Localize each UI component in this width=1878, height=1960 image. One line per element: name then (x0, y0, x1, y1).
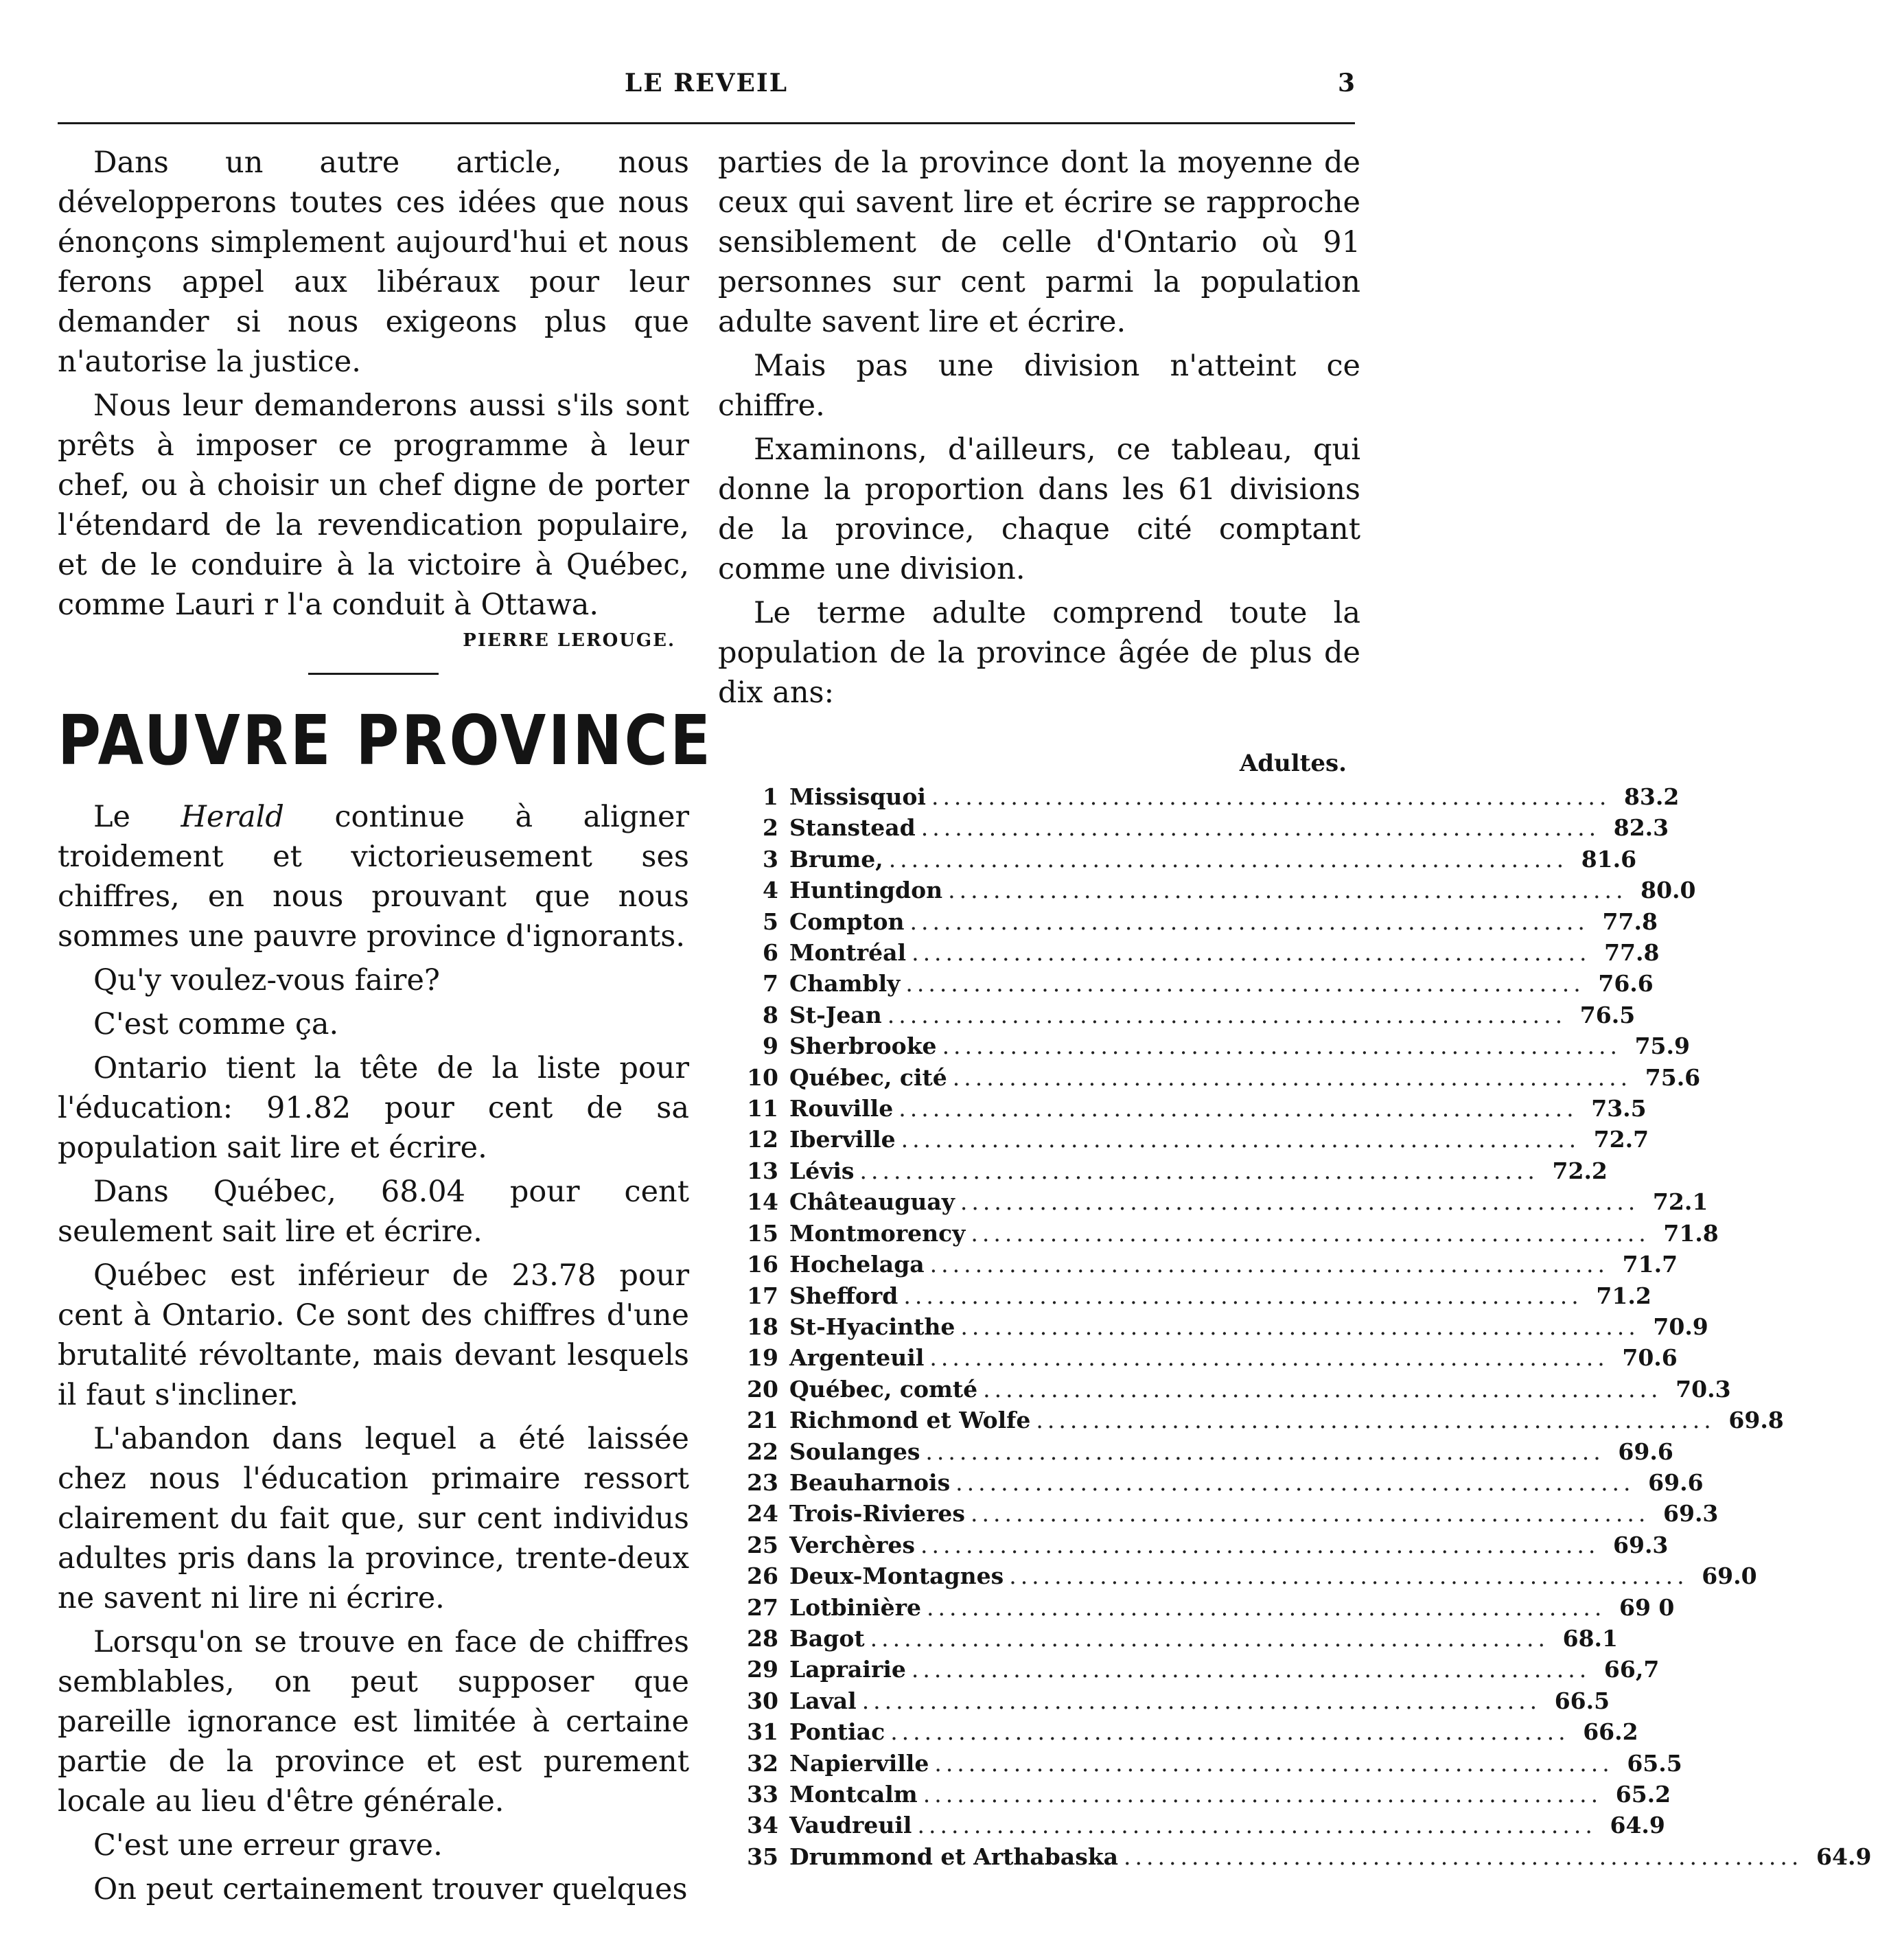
intro-paragraph: Dans un autre article, nous développerons toutes ces idées que nous énonçons simplement aujourd'hui et nous ferons appel aux libéraux pour leur demander si nous exigeons plus que n'autorise la justice. (58, 146, 689, 379)
row-number: 1 (763, 783, 778, 810)
dot-leader: ............................................................ (934, 1749, 1614, 1777)
table-row (718, 1311, 1708, 1342)
division-name: Deux-Montagnes (789, 1563, 1004, 1590)
table-row (718, 1748, 1682, 1779)
adult-percentage: 65.2 (1615, 1781, 1671, 1808)
row-number: 2 (763, 814, 778, 842)
row-number: 25 (747, 1531, 778, 1558)
division-name: Verchères (789, 1531, 915, 1558)
dot-leader: ............................................................ (909, 908, 1589, 935)
division-name: Québec, comté (789, 1375, 978, 1403)
adult-percentage: 82.3 (1613, 814, 1669, 842)
row-number: 5 (763, 908, 778, 935)
division-name: Chambly (789, 970, 901, 998)
adult-percentage: 66.5 (1554, 1687, 1610, 1714)
adult-percentage: 69.3 (1663, 1500, 1719, 1527)
row-number: 14 (747, 1188, 778, 1216)
dot-leader: ............................................................ (887, 1001, 1567, 1028)
division-name: Napierville (789, 1749, 929, 1777)
division-name: Montmorency (789, 1219, 966, 1247)
division-name: Stanstead (789, 814, 916, 842)
division-name: Iberville (789, 1126, 896, 1153)
division-name: Rouville (789, 1095, 894, 1122)
newspaper-name: Herald (181, 800, 284, 834)
dot-leader: ............................................................ (960, 1313, 1640, 1340)
dot-leader: ............................................................ (942, 1033, 1621, 1060)
table-row (718, 1155, 1608, 1186)
adult-percentage: 68.1 (1562, 1624, 1618, 1652)
article-paragraph: C'est une erreur grave. (93, 1828, 443, 1863)
adult-percentage: 70.3 (1676, 1375, 1731, 1403)
dot-leader: ............................................................ (905, 970, 1585, 998)
row-number: 30 (747, 1687, 778, 1714)
adult-percentage: 70.9 (1653, 1313, 1708, 1340)
adult-percentage: 71.7 (1622, 1251, 1678, 1278)
section-separator (308, 673, 439, 675)
adult-percentage: 75.6 (1645, 1063, 1701, 1091)
dot-leader: ............................................................ (859, 1157, 1539, 1184)
table-row (718, 1405, 1784, 1436)
table-row (718, 968, 1654, 999)
division-name: Bagot (789, 1624, 865, 1652)
adult-percentage: 65.5 (1627, 1749, 1682, 1777)
dot-leader: ............................................................ (861, 1687, 1542, 1714)
row-number: 9 (763, 1033, 778, 1060)
dot-leader: ............................................................ (929, 1344, 1609, 1372)
dot-leader: ............................................................ (870, 1624, 1549, 1652)
adult-percentage: 83.2 (1623, 783, 1680, 810)
article-paragraph: Dans Québec, 68.04 pour cent seulement sait lire et écrire. (58, 1175, 689, 1249)
table-row (718, 906, 1658, 937)
article-paragraph: L'abandon dans lequel a été laissée chez nous l'éducation primaire ressort clairement du fait que, sur cent individus adultes pris dans la province, trente-deux ne savent ni lire ni écrire. (58, 1422, 689, 1615)
adult-percentage: 70.6 (1622, 1344, 1678, 1372)
article-paragraph: C'est comme ça. (93, 1007, 339, 1041)
dot-leader: ............................................................ (920, 814, 1601, 842)
adult-percentage: 77.8 (1602, 908, 1658, 935)
adult-percentage: 75.9 (1634, 1033, 1690, 1060)
row-number: 11 (747, 1095, 778, 1122)
article-headline: PAUVRE PROVINCE (58, 700, 713, 781)
adult-percentage: 80.0 (1641, 877, 1696, 904)
dot-leader: ............................................................ (917, 1812, 1597, 1839)
adult-percentage: 81.6 (1581, 845, 1637, 873)
table-row (718, 781, 1680, 812)
row-number: 8 (763, 1001, 778, 1028)
table-row (718, 1592, 1675, 1623)
table-row (718, 1218, 1719, 1249)
table-row (718, 1342, 1678, 1373)
adult-percentage: 66,7 (1603, 1656, 1660, 1683)
division-name: Huntingdon (789, 877, 943, 904)
row-number: 4 (763, 877, 778, 904)
table-header: Adultes. (1239, 750, 1347, 777)
table-row (718, 1560, 1757, 1591)
division-name: Laprairie (789, 1656, 906, 1683)
row-number: 7 (763, 970, 778, 998)
article-paragraph: On peut certainement trouver quelques (93, 1872, 688, 1906)
adult-percentage: 69.8 (1728, 1407, 1784, 1434)
table-row (718, 1841, 1872, 1872)
dot-leader: ............................................................ (923, 1781, 1603, 1808)
row-number: 23 (747, 1468, 778, 1496)
row-number: 6 (763, 939, 778, 967)
division-name: Lévis (789, 1157, 855, 1184)
article-paragraph: Mais pas une division n'atteint ce chiffre. (718, 349, 1360, 423)
intro-paragraph: Nous leur demanderons aussi s'ils sont prêts à imposer ce programme à leur chef, ou à choisir un chef digne de porter l'étendard de la revendication populaire, et de le conduire à la victoire à Québec, comme Lauri r l'a conduit à Ottawa. (58, 389, 689, 622)
page-number: 3 (1337, 69, 1355, 97)
table-row (718, 875, 1696, 906)
adult-percentage: 72.2 (1552, 1157, 1608, 1184)
table-row (718, 1654, 1660, 1685)
division-name: Trois-Rivieres (789, 1500, 965, 1527)
dot-leader: ............................................................ (920, 1531, 1600, 1558)
table-row (718, 1467, 1704, 1498)
article-paragraph (58, 797, 689, 956)
row-number: 33 (747, 1781, 778, 1808)
division-name: Hochelaga (789, 1251, 925, 1278)
lead-text-rest: continue à aligner troidement et victorieusement ses chiffres, en nous prouvant que nous sommes une pauvre province d'ignorants. (58, 800, 689, 954)
row-number: 20 (747, 1375, 778, 1403)
adult-percentage: 69.3 (1613, 1531, 1669, 1558)
division-name: Soulanges (789, 1438, 920, 1465)
row-number: 17 (747, 1282, 778, 1309)
division-name: Montréal (789, 939, 907, 967)
row-number: 29 (747, 1656, 778, 1683)
row-number: 21 (747, 1407, 778, 1434)
table-row (718, 1186, 1708, 1217)
dot-leader: ............................................................ (971, 1500, 1650, 1527)
table-row (718, 1280, 1651, 1311)
article-paragraph: Québec est inférieur de 23.78 pour cent à Ontario. Ce sont des chiffres d'une brutalité révoltante, mais devant lesquels il faut s'incliner. (58, 1258, 689, 1412)
row-number: 34 (747, 1812, 778, 1839)
table-row (718, 1249, 1678, 1280)
adult-percentage: 64.9 (1610, 1812, 1665, 1839)
dot-leader: ............................................................ (903, 1282, 1583, 1309)
adult-percentage: 71.2 (1596, 1282, 1651, 1309)
header-rule (58, 122, 1355, 124)
table-row (718, 1374, 1731, 1405)
division-name: Laval (789, 1687, 857, 1714)
table-row (718, 937, 1660, 968)
author-signature: PIERRE LEROUGE. (463, 630, 675, 651)
row-number: 10 (747, 1063, 778, 1091)
row-number: 32 (747, 1749, 778, 1777)
row-number: 24 (747, 1500, 778, 1527)
table-row (718, 1498, 1719, 1529)
dot-leader: ............................................................ (1009, 1563, 1689, 1590)
adult-percentage: 76.6 (1598, 970, 1654, 998)
dot-leader: ............................................................ (1036, 1407, 1715, 1434)
table-row (718, 1810, 1665, 1841)
dot-leader: ............................................................ (931, 783, 1611, 810)
table-row (718, 1623, 1618, 1654)
article-paragraph: Examinons, d'ailleurs, ce tableau, qui donne la proportion dans les 61 divisions de la province, chaque cité comptant comme une division. (718, 433, 1360, 586)
dot-leader: ............................................................ (1124, 1843, 1803, 1870)
row-number: 12 (747, 1126, 778, 1153)
literacy-table (718, 781, 1872, 1872)
adult-percentage: 72.1 (1652, 1188, 1708, 1216)
division-name: Châteauguay (789, 1188, 955, 1216)
article-paragraph: Ontario tient la tête de la liste pour l'éducation: 91.82 pour cent de sa population sait lire et écrire. (58, 1051, 689, 1165)
division-name: Lotbinière (789, 1593, 921, 1621)
adult-percentage: 69.6 (1618, 1438, 1673, 1465)
left-column (58, 143, 713, 1913)
adult-percentage: 71.8 (1663, 1219, 1719, 1247)
dot-leader: ............................................................ (899, 1095, 1578, 1122)
adult-percentage: 69 0 (1619, 1593, 1675, 1621)
division-name: Missisquoi (789, 783, 926, 810)
dot-leader: ............................................................ (948, 877, 1627, 904)
table-row (718, 1062, 1701, 1093)
table-row (718, 1436, 1673, 1467)
division-name: Québec, cité (789, 1063, 947, 1091)
adult-percentage: 76.5 (1579, 1001, 1636, 1028)
table-row (718, 1530, 1669, 1560)
adult-percentage: 72.7 (1593, 1126, 1649, 1153)
division-name: Pontiac (789, 1718, 885, 1746)
table-row (718, 1685, 1610, 1716)
row-number: 16 (747, 1251, 778, 1278)
page-header (58, 69, 1355, 117)
adult-percentage: 77.8 (1604, 939, 1660, 967)
row-number: 22 (747, 1438, 778, 1465)
right-column (718, 143, 1872, 1872)
row-number: 27 (747, 1593, 778, 1621)
dot-leader: ............................................................ (925, 1438, 1605, 1465)
row-number: 15 (747, 1219, 778, 1247)
adult-percentage: 66.2 (1583, 1718, 1638, 1746)
article-paragraph: Qu'y voulez-vous faire? (93, 963, 440, 998)
dot-leader: ............................................................ (888, 845, 1568, 873)
table-row (718, 1030, 1690, 1061)
dot-leader: ............................................................ (901, 1126, 1581, 1153)
row-number: 26 (747, 1563, 778, 1590)
division-name: Vaudreuil (789, 1812, 912, 1839)
adult-percentage: 64.9 (1816, 1843, 1872, 1870)
division-name: Compton (789, 908, 905, 935)
table-row (718, 1779, 1671, 1810)
division-name: Montcalm (789, 1781, 918, 1808)
row-number: 35 (747, 1843, 778, 1870)
article-paragraph: Le terme adulte comprend toute la population de la province âgée de plus de dix ans: (718, 596, 1360, 710)
row-number: 31 (747, 1718, 778, 1746)
table-row (718, 812, 1669, 843)
row-number: 3 (763, 845, 778, 873)
adult-percentage: 73.5 (1591, 1095, 1647, 1122)
table-row (718, 1124, 1649, 1155)
journal-title: LE REVEIL (624, 69, 789, 97)
dot-leader: ............................................................ (983, 1375, 1662, 1403)
division-name: St-Jean (789, 1001, 882, 1028)
division-name: St-Hyacinthe (789, 1313, 955, 1340)
dot-leader: ............................................................ (971, 1219, 1650, 1247)
table-row (718, 844, 1637, 875)
division-name: Sherbrooke (789, 1033, 937, 1060)
dot-leader: ............................................................ (890, 1718, 1570, 1746)
row-number: 19 (747, 1344, 778, 1372)
dot-leader: ............................................................ (952, 1063, 1632, 1091)
division-name: Shefford (789, 1282, 899, 1309)
dot-leader: ............................................................ (955, 1468, 1635, 1496)
table-row (718, 1716, 1638, 1747)
row-number: 28 (747, 1624, 778, 1652)
row-number: 13 (747, 1157, 778, 1184)
adult-percentage: 69.0 (1702, 1563, 1757, 1590)
row-number: 18 (747, 1313, 778, 1340)
lead-text: Le (93, 800, 181, 834)
division-name: Richmond et Wolfe (789, 1407, 1031, 1434)
article-paragraph: Lorsqu'on se trouve en face de chiffres semblables, on peut supposer que pareille ignorance est limitée à certaine partie de la province et est purement locale au lieu d'être générale. (58, 1625, 689, 1819)
division-name: Argenteuil (789, 1344, 925, 1372)
dot-leader: ............................................................ (911, 1656, 1591, 1683)
adult-percentage: 69.6 (1648, 1468, 1704, 1496)
table-row (718, 1000, 1636, 1030)
dot-leader: ............................................................ (929, 1251, 1610, 1278)
dot-leader: ............................................................ (912, 939, 1591, 967)
dot-leader: ............................................................ (960, 1188, 1640, 1216)
division-name: Drummond et Arthabaska (789, 1843, 1119, 1870)
division-name: Brume, (789, 845, 883, 873)
division-name: Beauharnois (789, 1468, 951, 1496)
table-row (718, 1093, 1647, 1124)
continued-paragraph: parties de la province dont la moyenne de ceux qui savent lire et écrire se rapproche sensiblement de celle d'Ontario où 91 personnes sur cent parmi la population adulte savent lire et écrire. (718, 146, 1360, 339)
dot-leader: ............................................................ (926, 1593, 1606, 1621)
